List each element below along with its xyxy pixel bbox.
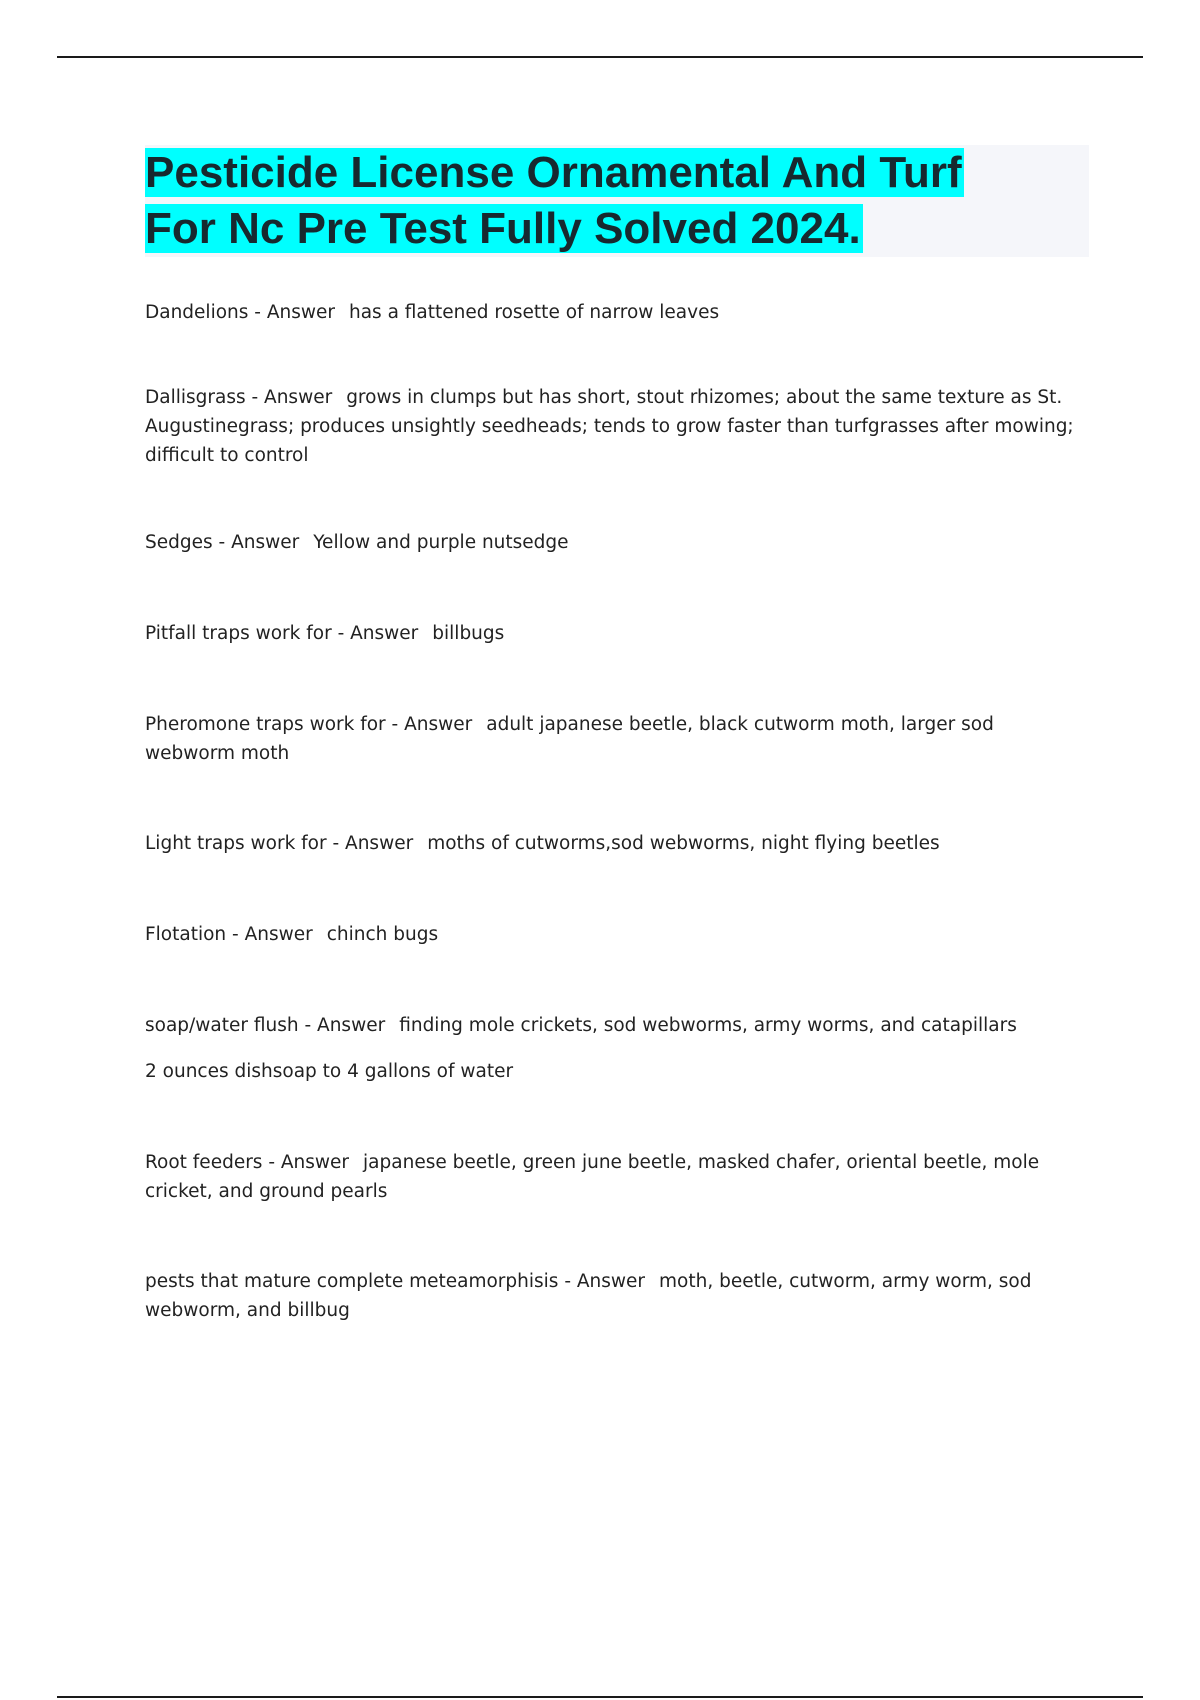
qa-item <box>145 1011 1089 1040</box>
answer-separator: - Answer <box>326 833 414 854</box>
answer: billbugs <box>432 623 505 644</box>
answer-separator: - Answer <box>558 1271 646 1292</box>
answer: moths of cutworms,sod webworms, night flying beetles <box>427 833 940 854</box>
question: Sedges <box>145 532 213 553</box>
qa-item <box>145 710 1089 768</box>
qa-item <box>145 1148 1089 1206</box>
qa-item <box>145 298 1089 327</box>
document-title <box>145 145 1089 257</box>
answer-separator: - Answer <box>385 714 473 735</box>
answer: chinch bugs <box>326 924 439 945</box>
question: Root feeders <box>145 1152 263 1173</box>
answer-separator: - Answer <box>331 623 419 644</box>
answer: has a flattened rosette of narrow leaves <box>348 302 720 323</box>
qa-item <box>145 920 1089 949</box>
answer-note: 2 ounces dishsoap to 4 gallons of water <box>145 1061 514 1082</box>
title-line-2: For Nc Pre Test Fully Solved 2024. <box>145 204 861 253</box>
answer: adult japanese beetle, black cutworm moth, larger sod webworm moth <box>145 714 994 764</box>
answer: japanese beetle, green june beetle, masked chafer, oriental beetle, mole cricket, and ground pearls <box>145 1152 1040 1202</box>
title-block <box>145 145 1089 257</box>
title-line-1: Pesticide License Ornamental And Turf <box>145 148 962 197</box>
answer: grows in clumps but has short, stout rhizomes; about the same texture as St. Augustinegrass; produces unsightly seedheads; tends to grow faster than turfgrasses after mowing; difficult to control <box>145 387 1074 466</box>
qa-item <box>145 619 1089 648</box>
answer-separator: - Answer <box>226 924 313 945</box>
answer: Yellow and purple nutsedge <box>313 532 569 553</box>
qa-item <box>145 383 1089 470</box>
question: Flotation <box>145 924 227 945</box>
answer-separator: - Answer <box>212 532 300 553</box>
question: pests that mature complete meteamorphisis <box>145 1271 559 1292</box>
answer-separator: - Answer <box>298 1015 386 1036</box>
question: Pheromone traps work for <box>145 714 386 735</box>
answer-separator: - Answer <box>262 1152 350 1173</box>
question: Dandelions <box>145 302 249 323</box>
answer-separator: - Answer <box>245 387 333 408</box>
answer: moth, beetle, cutworm, army worm, sod webworm, and billbug <box>145 1271 1032 1321</box>
answer-separator: - Answer <box>248 302 335 323</box>
top-rule <box>57 56 1143 58</box>
bottom-rule <box>57 1696 1143 1698</box>
question: Dallisgrass <box>145 387 246 408</box>
question: Pitfall traps work for <box>145 623 332 644</box>
question: Light traps work for <box>145 833 327 854</box>
question: soap/water flush <box>145 1015 299 1036</box>
answer: finding mole crickets, sod webworms, army worms, and catapillars <box>399 1015 1017 1036</box>
qa-item <box>145 528 1089 557</box>
qa-item <box>145 1267 1089 1325</box>
qa-item <box>145 829 1089 858</box>
